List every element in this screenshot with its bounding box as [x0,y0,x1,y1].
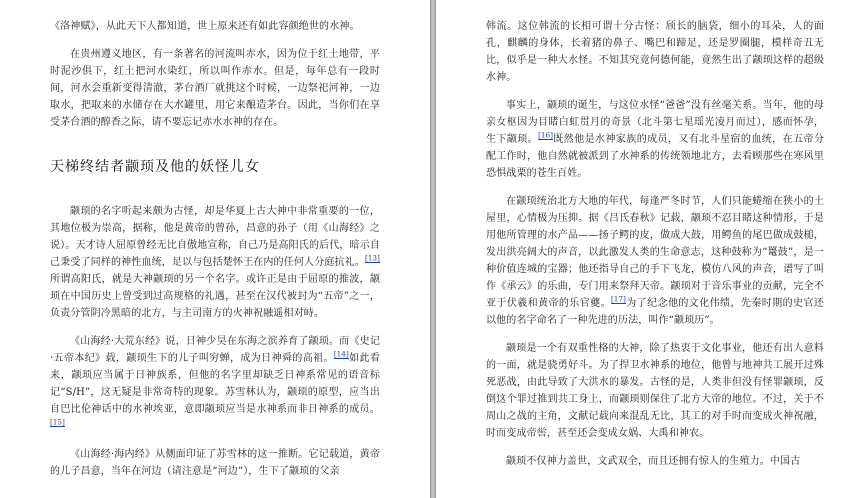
paragraph: 颛顼是一个有双重性格的大神，除了热衷于文化事业，他还有出人意料的一面，就是骁勇好斗。为了捍卫水神系的地位，他曾与地神共工展开过殊死恶战，由此导致了大洪水的暴发。古怪的是，人类非但没有怪罪颛顼，反倒这个罪过推到共工身上，而颛顼则保住了北方大帝的地位。不过，关于不周山之战的主角，文献记载向来混乱无比，其工的对手时而变成火神祝融，时而变成帝喾，甚至还会变成女娲、大禹和神农。 [486,343,824,439]
right-page-content [486,18,824,470]
paragraph [50,333,380,435]
paragraph: 颛顼不仅神力盖世，文武双全，而且还拥有惊人的生殖力。中国古 [506,456,801,467]
paragraph-text: 颛顼的名字听起来颇为古怪，却是华夏上古大神中非常重要的一位，其地位极为崇高，据称，他是黄帝的曾孙，昌意的孙子（用《山海经》之说）。天才诗人屈原曾经无比自傲地宣称，自己乃是高阳氏的后代，暗示自己秉受了同样的神性血统，足以与包括楚怀王在内的任何人分庭抗礼。 [50,206,380,268]
paragraph-text: 既然他是水神家族的成员，又有北斗星宿的血统，在五帝分配工作时，他自然就被派到了水神系的传统领地北方，去看顾那些在寒风里恐惧战栗的苍生百姓。 [486,134,825,179]
paragraph: 在贵州遵义地区，有一条著名的河流叫赤水，因为位于红土地带，平时泥沙俱下，红土把河水染红，所以叫作赤水。但是，每年总有一段时间，河水会重新变得清澈，茅台酒厂就挑这个时候，一边祭祀河神，一边取水，把取来的水储存在大水罐里，用它来酿造茅台。因此，当你们在享受茅台酒的醇香之际，请不要忘记赤水水神的存在。 [50,49,380,128]
paragraph [50,203,380,322]
paragraph [486,97,824,182]
paragraph: 《洛神赋》，从此天下人都知道，世上原来还有如此容颜绝世的水神。 [50,21,360,32]
paragraph-text: 所谓高阳氏，就是大神颛顼的另一个名字。或许正是由于屈原的推波，颛顼在中国历史上曾受到过高规格的礼遇，甚至在汉代被封为“五帝”之一，负责分管阴冷黑暗的北方，与主司南方的火神祝融遥相对峙。 [50,274,380,319]
footnote-link-14[interactable]: [14] [333,350,349,359]
footnote-link-16[interactable]: [16] [538,131,554,140]
paragraph-text: 在颛顼统治北方大地的年代，每逢严冬时节，人们只能蜷缩在狭小的土屋里，心情极为压抑。据《吕氏春秋》记载，颛顼不忍目睹这种情形，于是用他所管理的水产品——扬子鳄的皮，做成大鼓，用鳄鱼的尾巴做成鼓槌，发出洪亮阔大的声音，以此激发人类的生命意志，这种鼓称为“鼍鼓”，是一种价值连城的宝器；他还指导自己的手下飞龙，模仿八风的声音，谱写了叫作《承云》的乐曲，专门用来祭拜天帝。颛顼对于音乐事业的贡献，完全不亚于伏羲和黄帝的乐官夔。 [486,196,824,309]
left-page [0,0,430,498]
right-page [436,0,868,498]
paragraph: 韩流。这位韩流的长相可谓十分古怪：颀长的脑袋，细小的耳朵，人的面孔，麒麟的身体，长着猪的鼻子、嘴巴和蹄足，还是罗圈腿，模样奇丑无比，似乎是一种大水怪。不知其究竟何德何能，竟然生出了颛顼这样的超级水神。 [486,21,824,83]
footnote-link-15[interactable]: [15] [50,418,65,427]
paragraph-text: 如此看来，颛顼应当属于日神族系，但他的名字里却缺乏日神系常见的语音标记“S/H”，这无疑是非常奇特的现象。苏雪林认为，颛顼的原型，应当出自巴比伦神话中的水神埃亚，意即颛顼应当是水神系而非日神系的成员。 [50,353,380,415]
footnote-link-17[interactable]: [17] [611,295,627,304]
paragraph-text: 为了纪念他的文化伟绩，先秦时期的史官还以他的名字命名了一种先进的历法，叫作“颛顼历”。 [486,298,824,326]
section-heading: 天梯终结者颛顼及他的妖怪儿女 [50,159,260,175]
footnote-link-13[interactable]: [13] [365,254,380,263]
paragraph [486,193,824,329]
paragraph-text: 事实上，颛顼的诞生，与这位水怪“爸爸”没有丝毫关系。当年，他的母亲女枢因为目睹白虹贯月的奇景（北斗第七星瑶光凌月而过），感而怀孕，生下颛顼。 [486,100,824,145]
left-page-content [50,18,380,480]
paragraph-text: 《山海经·大荒东经》说，日神少昊在东海之滨养育了颛顼。而《史记·五帝本纪》载，颛顼生下的儿子叫穷蝉，成为日神舜的高祖。 [50,336,380,364]
paragraph: 《山海经·海内经》从侧面印证了苏雪林的这一推断。它记载道，黄帝的儿子昌意，当年在河边（请注意是“河边”），生下了颛顼的父亲 [50,449,380,477]
